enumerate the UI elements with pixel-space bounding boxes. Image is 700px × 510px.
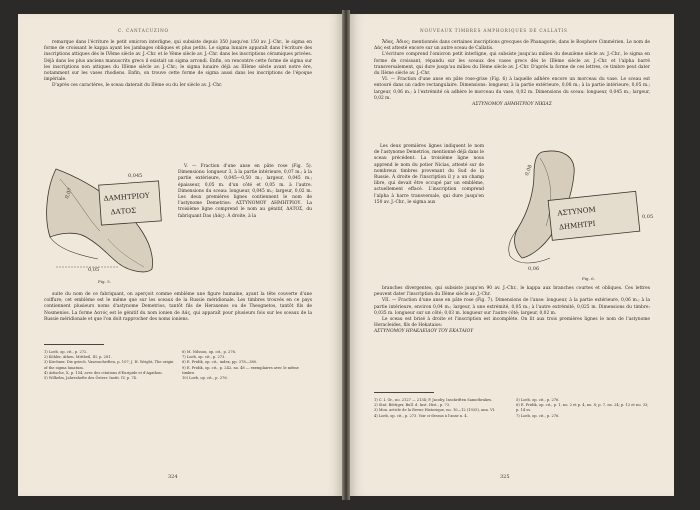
paragraph: Le sceau est brisé à droite et l'inscription est incomplète. On lit aux trois premières lignes le nom de l'astynome Heracleides, fils de Hekataios: (374, 317, 650, 329)
measurement-label: 0,045 (128, 173, 143, 179)
footnote-rule (44, 344, 104, 345)
left-page (18, 14, 342, 496)
footnote: 7) Loeb, op. cit., p. 276. (516, 413, 560, 418)
footnotes-col1 (374, 398, 508, 419)
figure-caption: Fig. 5. (98, 279, 111, 284)
page-number: 324 (168, 474, 178, 480)
footnotes-col1 (44, 350, 174, 381)
body-text-lower (374, 286, 650, 336)
paragraph: remarque dans l'écriture le petit omicron interligne, qui subsiste depuis 350 jusqu'en 150 av. J.-Chr., le sigma en forme de croissant le kappa ayant les jambages obliques et plus petits. Le sigma lunaire apparaît dans l'écriture des inscriptions attiques dès le IVème siècle av. J.-Chr. et le Vème siècle av. J.-Chr. dans les inscriptions céramiques privées. Déjà dans les plus anciens manuscrits grecs il existait un sigma arrondi. Enfin, on rencontre cette forme de sigma sur les inscriptions non attiques du IIIème siècle av. J.-Chr.; le sigma lunaire déjà au IIIème siècle avant notre ère, notamment sur les vases rhodiens. Enfin, on trouve cette forme de sigma aussi dans les inscriptions de l'époque impériale. (44, 40, 312, 83)
side-column-text (374, 144, 484, 206)
footnote: 2) Stat. Böttiger, Bull. d. Inst. Hist., p. 73. (374, 403, 451, 408)
running-head: NOUVEAUX TIMBRES AMPHORIQUES DE CALLATIS (420, 28, 568, 33)
fig-5-illustration (38, 159, 173, 279)
footnote: 6) E. Pridik, op. cit., p. 1, no. 2 et p. 4, no. 8; p. 7, no. 24; p. 12 et no. 33; p. 14 ss. (516, 403, 649, 413)
seal-text-line1: ΔΑΜΗΤΡΙΟΥ (103, 191, 150, 203)
body-text (44, 40, 312, 90)
footnote: 10) Loeb, op. cit., p. 276. (182, 376, 228, 381)
page-number: 325 (500, 474, 510, 480)
paragraph: VII. — Fraction d'une anse en pâte rose (Fig. 7). Dimensions de l'anse: longueur, à la partie extérieure, 0,06 m.; à la partie intérieure, environ 0,04 m.; largeur, à une extrémité, 0,05 m.; à l'autre extrémité, 0,025 m. Dimensions du timbre: 0,035 m. longueur sur un côté; 0,03 m. longueur sur l'autre côté; largeur, 0,02 m. (374, 298, 650, 316)
paragraph: VI. — Fraction d'une anse en pâte rose-grise (Fig. 6) à laquelle adhère encore un morceau du vase. Le sceau est entouré dans un cadre rectangulaire. Dimensions: longueur, à la partie extérieure, 0,08 m.; à la partie intérieure, 0,05 m.; largeur, 0,06 m.; à l'extrémité où adhère le morceau du vase, 0,02 m. Dimensions du sceau: longueur, 0,045 m.; largeur, 0,02 m. (374, 77, 650, 101)
measurement-label: 0,05 (88, 267, 100, 273)
paragraph: branches divergentes, qui subsiste jusqu'en 90 av. J.-Chr., le kappa aux branches courtes et obliques. Ces lettres peuvent dater l'inscription du IIème siècle av. J.-Chr. (374, 286, 650, 298)
paragraph: Les deux premières lignes indiquent le nom de l'astynome Demetrios, mentionné déjà dans le sceau précédent. La troisième ligne nous apprend le nom du potier Nicias, attesté sur de nombreux timbres provenant du Sud de la Russie. À droite de l'inscription il y a un champ libre, qui devait être occupé par un emblème, actuellement effacé. L'inscription comprend l'alpha à barre transversale, qui dure jusqu'en 150 av. J.-Chr., le sigma aux (374, 144, 484, 205)
footnote: 3) Mon. article de la Revue Historique, no. 10—12 (1935), ann. VI. (374, 408, 496, 413)
footnote: 4) Attische, X, p. 154, avec des citations d'Euripide et d'Agathon. (44, 370, 163, 375)
footnote: 7) Loeb, op. cit., p. 273. (182, 355, 226, 360)
measurement-label: 0,06 (528, 266, 540, 272)
fig-6-illustration (492, 146, 652, 276)
footnote: 2) Köhler, Athen. Mittheil, III, p. 281. (44, 355, 112, 360)
footnote: 4) Loeb, op. cit., p. 273. Voir ci-dessus à l'anse n. 4. (374, 413, 468, 418)
footnote: 9) E. Pridik, op. cit., p. 242, no. 48 — exemplaires avec le même timbre. (182, 365, 299, 375)
greek-inscription: ΑΣΤΥΝΟΜΟΥ ΔΗΜΗΤΡΙΟΥ ΝΙΚΙΑΣ (472, 102, 552, 108)
running-head: C. CANTACUZINO (118, 28, 169, 33)
footnote: 8) E. Pridik, op. cit., index, pp. 378—380. (182, 360, 258, 365)
seal-text-line2: ΔΑΤΟΣ (110, 206, 137, 217)
paragraph: V. — Fraction d'une anse en pâte rose (Fig. 5). Dimensions: longueur 3, à la partie intérieure, 0,07 m.; à la partie extérieure, 0,045—0,50 m.; largeur, 0,045 m.; épaisseur, 0,05 m. d'un côté et 0,05 m. à l'autre. Dimensions du sceau: longueur, 0,045 m.; largeur, 0,02 m. Les deux premières lignes contiennent le nom de l'astynome Demetrios: ΑΣΤΥΝΟΜΟΥ ΔΗΜΗΤΡΙΟΥ. La troisième ligne comprend le nom au génitif, ΔΑΤΟΣ, du fabriquant Das (Δάς). À droite, à la (178, 164, 312, 219)
greek-inscription: ΑΣΤΥΝΟΜΟΥ ΗΡΑΚΛΕΙΔΟΥ ΤΟΥ ΕΚΑΤΑΙΟΥ (374, 329, 474, 335)
body-text-lower (44, 292, 312, 323)
side-column-text (178, 164, 312, 220)
footnote: 1) C. I. Gr., no. 2127 — 2134; P. Jacoby, Inschriften Samothrakes. (374, 398, 493, 402)
footnote: 1) Loeb, op. cit., p. 272. (44, 350, 88, 354)
body-text (374, 40, 650, 108)
paragraph: L'écriture comprend l'omicron petit interligne, qui subsiste jusqu'au milieu du deuxième siècle av. J.-Chr., le sigma en forme de croissant, répandu sur les sceaux des vases grecs dès le IIIème siècle av. J.-Chr. et l'alpha barré transversalement, qui dure jusqu'au milieu du IIème siècle av. J.-Chr. D'après la forme de ces lettres, ce timbre peut dater du IIème siècle av. J.-Chr. (374, 52, 650, 77)
seal-text-line2: ΔΗΜΗΤΡΙ (558, 219, 596, 232)
paragraph: D'après ces caractères, le sceau daterait du IIème ou du Ier siècle av. J.-Chr. (52, 83, 223, 89)
footnote: 5) Wilhelm, Jahreshefte des Österr. Instit. IV, p. 74. (44, 376, 138, 381)
measurement-label: 0,05 (642, 214, 654, 220)
figure-caption: Fig. 6. (582, 276, 595, 281)
seal-text-line1: ΑΣΤΥΝΟΜ (557, 205, 597, 218)
book-gutter (342, 10, 350, 500)
footnotes-col2 (182, 350, 312, 381)
footnote-rule (374, 392, 434, 393)
measurement-label: 0,07 (64, 187, 74, 200)
paragraph: Ἄδας, Ἀδιος; mentionnés dans certaines inscriptions grecques de Phanagorie, dans le Bosphore Cimmérien. Le nom de Δάς est attesté encore sur un autre sceau de Callatis. (374, 40, 650, 52)
paragraph: suite du nom de ce fabriquant, on aperçoit comme emblème une figure humaine, ayant la tête couverte d'une coiffure; cet emblème est le même que sur les sceaux de la Russie méridionale. Les timbres trouvés en ce pays contiennent plusieurs noms d'astynome Demetrios, tantôt fils de Heraxenos ou de Theognetos, tantôt fils de Nosmenios. La forme Δατός est le génitif du nom ionien de Δάς, qui apparaît pour plusieurs fois sur les sceaux de la Russie méridionale et que l'on doit rapprocher des noms ioniens. (44, 292, 312, 322)
right-page (350, 14, 674, 496)
footnotes-col2 (516, 398, 650, 419)
measurement-label: 0,08 (524, 164, 534, 177)
footnote: 5) Loeb, op. cit., p. 276. (516, 398, 560, 402)
footnote: 6) M. Nilsson, op. cit., p. 276. (182, 350, 237, 354)
footnote: 3) Kirchner, Die griech. Vasenschriften, p. 107; J. H. Wright, The origin of the sigma lunatum. (44, 360, 174, 370)
